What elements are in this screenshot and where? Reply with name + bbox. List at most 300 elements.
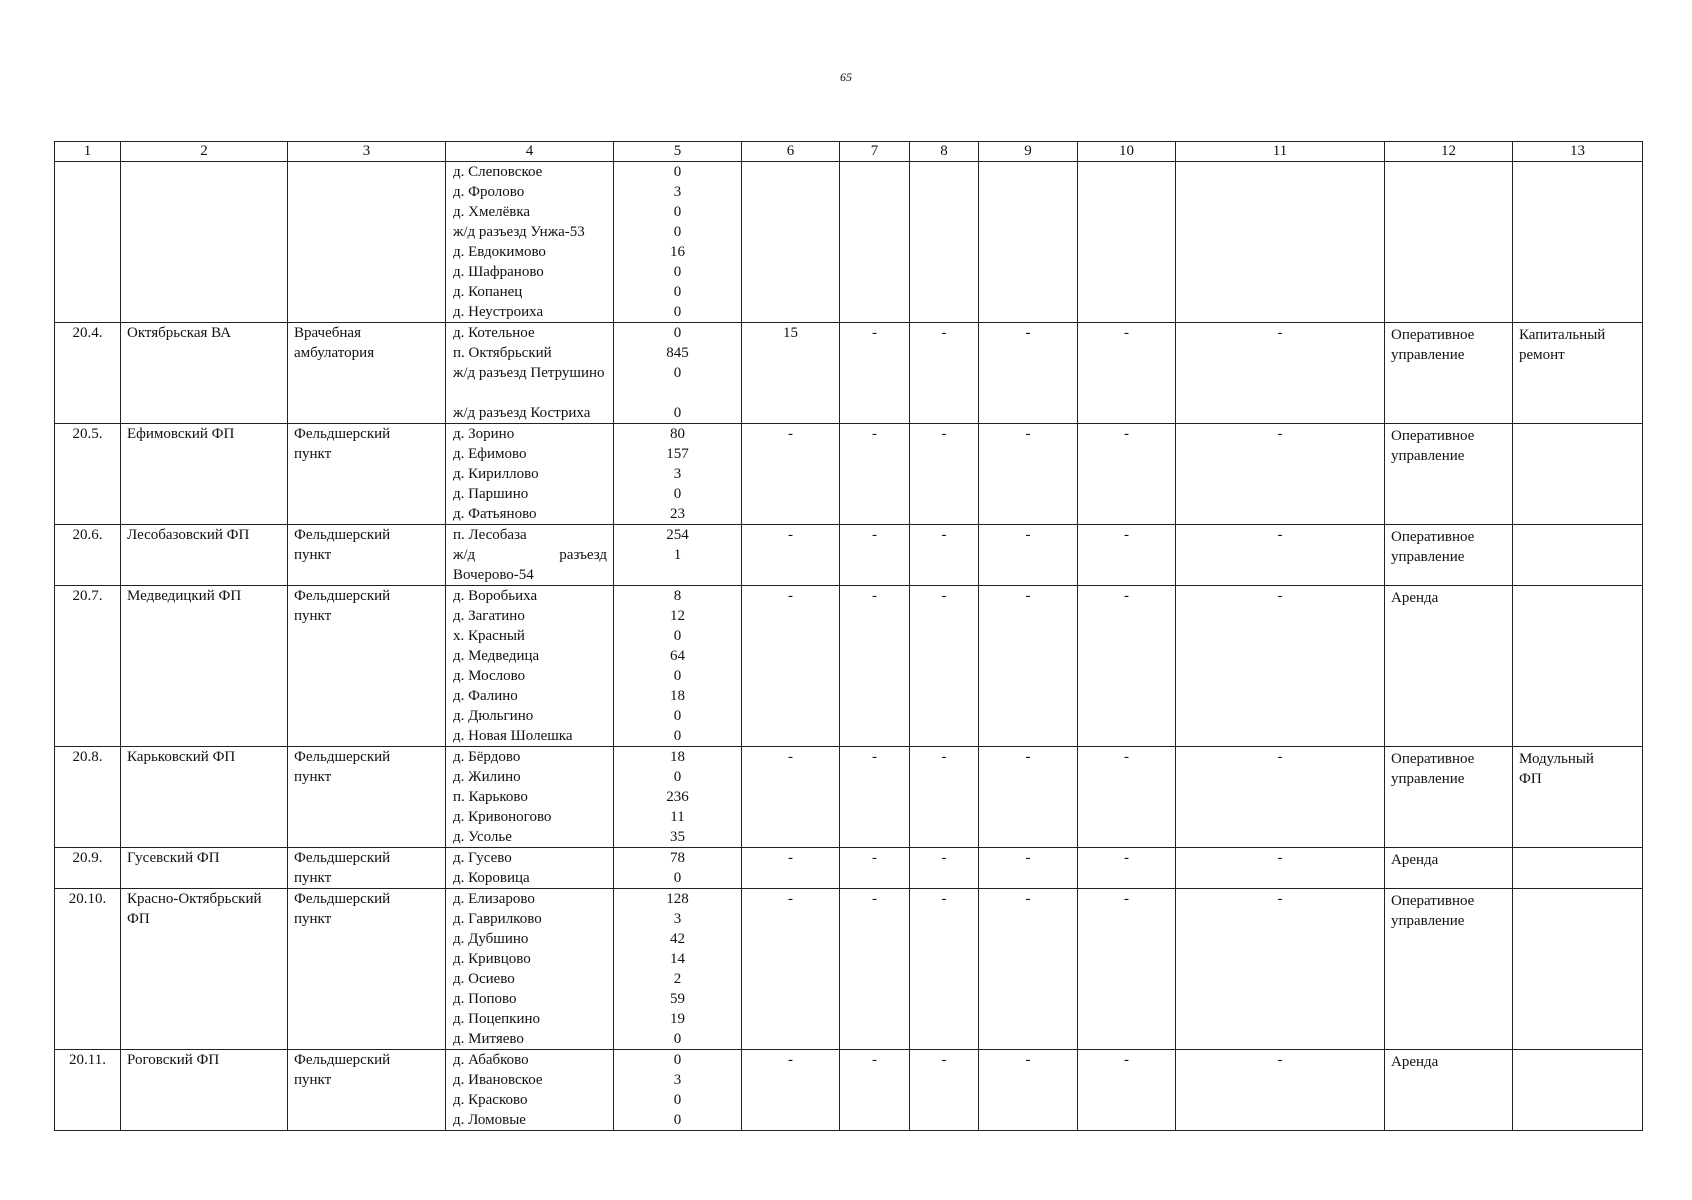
value-cell-c7 [840, 323, 910, 424]
population-cell [614, 747, 742, 848]
cell-line: 0 [673, 769, 682, 785]
facilities-table [54, 141, 1643, 1131]
cell-line: 236 [666, 789, 689, 805]
value-cell-c7 [840, 424, 910, 525]
row-number-cell [55, 162, 121, 323]
cell-line: 845 [666, 345, 689, 361]
table-row [55, 747, 1643, 848]
population-cell [614, 889, 742, 1050]
value-cell-c6 [742, 424, 840, 525]
cell-line: д. Абабково [453, 1052, 529, 1068]
action-cell [1513, 525, 1643, 586]
facility-name-cell [121, 848, 288, 889]
cell-line: - [1277, 588, 1283, 604]
population-cell [614, 586, 742, 747]
cell-line: ФП [127, 911, 150, 927]
facility-name-cell [121, 162, 288, 323]
cell-line: 16 [670, 244, 685, 260]
cell-line: д. Кириллово [453, 466, 539, 482]
col-header: 4 [446, 142, 614, 162]
cell-line: 12 [670, 608, 685, 624]
cell-line: - [872, 527, 877, 543]
value-cell-c6 [742, 525, 840, 586]
cell-line: д. Загатино [453, 608, 525, 624]
cell-line: 0 [673, 708, 682, 724]
cell-line: 0 [673, 325, 682, 341]
action-cell [1513, 889, 1643, 1050]
value-cell-c9 [979, 525, 1078, 586]
facility-name-cell [121, 747, 288, 848]
cell-line: д. Медведица [453, 648, 540, 664]
cell-line: д. Паршино [453, 486, 529, 502]
page-number: 65 [840, 70, 852, 84]
value-cell-c8 [910, 323, 979, 424]
value-cell-c10 [1078, 424, 1176, 525]
cell-line: - [788, 1052, 793, 1068]
cell-line: 128 [666, 891, 689, 907]
cell-line: - [872, 588, 877, 604]
cell-line: - [1124, 891, 1129, 907]
cell-line: 20.8. [72, 749, 103, 765]
cell-line: - [941, 588, 947, 604]
value-cell-c9 [979, 747, 1078, 848]
settlements-cell [446, 525, 614, 586]
cell-line: 0 [673, 224, 682, 240]
cell-line: 0 [673, 486, 682, 502]
cell-line: д. Коровица [453, 870, 530, 886]
cell-line: - [941, 749, 947, 765]
cell-line: Красно-Октябрьский [127, 891, 262, 907]
cell-line: - [1277, 1052, 1283, 1068]
cell-line: - [1277, 850, 1283, 866]
cell-line: управление [1391, 549, 1465, 565]
cell-line: 20.11. [69, 1052, 106, 1068]
cell-line: 157 [666, 446, 689, 462]
cell-line [614, 383, 741, 403]
ownership-cell [1385, 1050, 1513, 1131]
action-cell [1513, 162, 1643, 323]
table-row [55, 525, 1643, 586]
cell-line: 3 [673, 911, 682, 927]
cell-line: 0 [673, 405, 682, 421]
cell-line: - [941, 527, 947, 543]
cell-line: 20.4. [72, 325, 103, 341]
cell-line: д. Бёрдово [453, 749, 521, 765]
cell-line: Капитальный [1519, 327, 1606, 343]
cell-line: 35 [670, 829, 685, 845]
cell-line: - [1124, 325, 1129, 341]
value-cell-c10 [1078, 162, 1176, 323]
cell-line: 0 [673, 668, 682, 684]
value-cell-c11 [1176, 747, 1385, 848]
cell-line: - [941, 426, 947, 442]
cell-line: д. Митяево [453, 1031, 524, 1047]
value-cell-c11 [1176, 889, 1385, 1050]
cell-line: д. Новая Шолешка [453, 728, 573, 744]
value-cell-c6 [742, 162, 840, 323]
cell-line: 2 [673, 971, 682, 987]
table-row [55, 323, 1643, 424]
row-number-cell [55, 1050, 121, 1131]
cell-line: Врачебная [294, 325, 361, 341]
cell-line: д. Красково [453, 1092, 528, 1108]
value-cell-c11 [1176, 323, 1385, 424]
facility-name-cell [121, 323, 288, 424]
ownership-cell [1385, 889, 1513, 1050]
value-cell-c6 [742, 889, 840, 1050]
cell-line: Фельдшерский [294, 527, 391, 543]
value-cell-c6 [742, 586, 840, 747]
col-header: 5 [614, 142, 742, 162]
cell-line: - [941, 325, 947, 341]
action-cell [1513, 747, 1643, 848]
ownership-cell [1385, 323, 1513, 424]
value-cell-c11 [1176, 525, 1385, 586]
value-cell-c6 [742, 1050, 840, 1131]
cell-line: 59 [670, 991, 685, 1007]
value-cell-c9 [979, 586, 1078, 747]
value-cell-c10 [1078, 525, 1176, 586]
cell-line: - [1277, 325, 1283, 341]
cell-line: 18 [670, 749, 685, 765]
facility-type-cell [288, 323, 446, 424]
value-cell-c8 [910, 747, 979, 848]
cell-line: п. Лесобаза [453, 527, 527, 543]
value-cell-c8 [910, 889, 979, 1050]
cell-line: - [1277, 426, 1283, 442]
value-cell-c10 [1078, 889, 1176, 1050]
cell-line: - [872, 325, 877, 341]
cell-line: Оперативное [1391, 893, 1475, 909]
col-header: 11 [1176, 142, 1385, 162]
action-cell [1513, 848, 1643, 889]
cell-line: д. Поцепкино [453, 1011, 541, 1027]
value-cell-c8 [910, 525, 979, 586]
facility-type-cell [288, 747, 446, 848]
cell-line: д. Копанец [453, 284, 523, 300]
cell-line: - [941, 1052, 947, 1068]
settlements-cell [446, 586, 614, 747]
cell-line: 80 [670, 426, 685, 442]
row-number-cell [55, 424, 121, 525]
settlements-cell [446, 848, 614, 889]
col-header: 10 [1078, 142, 1176, 162]
row-number-cell [55, 747, 121, 848]
cell-line: управление [1391, 347, 1465, 363]
table-row [55, 586, 1643, 747]
cell-line: пункт [294, 870, 332, 886]
facility-type-cell [288, 162, 446, 323]
cell-line: - [788, 891, 793, 907]
cell-line: - [1277, 749, 1283, 765]
cell-line: Фельдшерский [294, 850, 391, 866]
settlements-cell [446, 1050, 614, 1131]
table-row [55, 1050, 1643, 1131]
cell-line: Аренда [1391, 852, 1439, 868]
cell-line: 18 [670, 688, 685, 704]
col-header: 6 [742, 142, 840, 162]
population-cell [614, 1050, 742, 1131]
cell-line: Лесобазовский ФП [127, 527, 250, 543]
cell-line: 20.10. [68, 891, 107, 907]
facility-name-cell [121, 424, 288, 525]
cell-line: Фельдшерский [294, 1052, 391, 1068]
cell-line: Фельдшерский [294, 588, 391, 604]
cell-line: 20.6. [72, 527, 103, 543]
cell-line: - [1124, 850, 1129, 866]
cell-line: - [872, 426, 877, 442]
cell-line: х. Красный [453, 628, 525, 644]
cell-line: - [1277, 527, 1283, 543]
value-cell-c7 [840, 525, 910, 586]
cell-line [55, 162, 120, 182]
settlement-entry: ж/д разъезд Вочерово-54 [453, 547, 607, 583]
cell-line: 15 [783, 325, 798, 341]
action-cell [1513, 323, 1643, 424]
facility-name-cell [121, 525, 288, 586]
facility-type-cell [288, 424, 446, 525]
row-number-cell [55, 586, 121, 747]
cell-line: 3 [673, 466, 682, 482]
cell-line: - [1025, 749, 1031, 765]
value-cell-c8 [910, 848, 979, 889]
cell-line: Фельдшерский [294, 426, 391, 442]
cell-line: - [788, 850, 793, 866]
value-cell-c6 [742, 747, 840, 848]
value-cell-c6 [742, 848, 840, 889]
cell-line: - [1025, 325, 1031, 341]
value-cell-c10 [1078, 848, 1176, 889]
action-cell [1513, 1050, 1643, 1131]
cell-line: - [788, 588, 793, 604]
value-cell-c9 [979, 889, 1078, 1050]
row-number-cell [55, 525, 121, 586]
cell-line: Роговский ФП [127, 1052, 220, 1068]
settlements-cell [446, 747, 614, 848]
cell-line: 20.5. [72, 426, 103, 442]
cell-line: Аренда [1391, 590, 1439, 606]
cell-line: 0 [673, 164, 682, 180]
cell-line: д. Осиево [453, 971, 515, 987]
cell-line: пункт [294, 769, 332, 785]
cell-line: д. Гаврилково [453, 911, 542, 927]
cell-line: пункт [294, 608, 332, 624]
value-cell-c8 [910, 1050, 979, 1131]
value-cell-c10 [1078, 323, 1176, 424]
table-body [55, 162, 1643, 1131]
cell-line: Оперативное [1391, 529, 1475, 545]
cell-line: 3 [673, 184, 682, 200]
cell-line: - [1025, 850, 1031, 866]
cell-line: 0 [673, 728, 682, 744]
cell-line: 0 [673, 1112, 682, 1128]
cell-line: ж/д разъезд Унжа-53 [453, 224, 585, 240]
value-cell-c10 [1078, 1050, 1176, 1131]
cell-line: управление [1391, 913, 1465, 929]
cell-line: Фельдшерский [294, 891, 391, 907]
cell-line: д. Неустроиха [453, 304, 544, 320]
value-cell-c10 [1078, 747, 1176, 848]
cell-line: 20.9. [72, 850, 103, 866]
table-row [55, 848, 1643, 889]
cell-line: д. Кривцово [453, 951, 531, 967]
cell-line: Фельдшерский [294, 749, 391, 765]
value-cell-c8 [910, 586, 979, 747]
settlements-cell [446, 424, 614, 525]
cell-line: д. Елизарово [453, 891, 535, 907]
cell-line: 78 [670, 850, 685, 866]
ownership-cell [1385, 162, 1513, 323]
value-cell-c9 [979, 424, 1078, 525]
cell-line: Карьковский ФП [127, 749, 236, 765]
cell-line: 42 [670, 931, 685, 947]
cell-line: Гусевский ФП [127, 850, 220, 866]
settlements-cell [446, 889, 614, 1050]
cell-line: 0 [673, 204, 682, 220]
population-cell [614, 424, 742, 525]
cell-line: управление [1391, 448, 1465, 464]
facility-type-cell [288, 889, 446, 1050]
value-cell-c7 [840, 747, 910, 848]
cell-line: д. Гусево [453, 850, 512, 866]
table-row [55, 424, 1643, 525]
settlement-entry: ж/д разъезд Петрушино [453, 365, 605, 381]
col-header: 2 [121, 142, 288, 162]
cell-line: 8 [673, 588, 682, 604]
cell-line: - [1124, 1052, 1129, 1068]
cell-line: д. Дюльгино [453, 708, 534, 724]
cell-line: 0 [673, 628, 682, 644]
value-cell-c11 [1176, 848, 1385, 889]
value-cell-c11 [1176, 162, 1385, 323]
facility-name-cell [121, 889, 288, 1050]
cell-line: - [788, 426, 793, 442]
cell-line: пункт [294, 1072, 332, 1088]
value-cell-c7 [840, 586, 910, 747]
cell-line: ж/д разъезд Костриха [453, 405, 591, 421]
cell-line: - [1025, 588, 1031, 604]
cell-line: д. Мослово [453, 668, 526, 684]
value-cell-c9 [979, 323, 1078, 424]
cell-line: д. Фролово [453, 184, 525, 200]
cell-line: д. Попово [453, 991, 517, 1007]
cell-line: п. Карьково [453, 789, 528, 805]
cell-line: пункт [294, 446, 332, 462]
value-cell-c7 [840, 848, 910, 889]
row-number-cell [55, 323, 121, 424]
cell-line: Модульный [1519, 751, 1594, 767]
cell-line: 19 [670, 1011, 685, 1027]
cell-line: д. Ломовые [453, 1112, 526, 1128]
cell-line: д. Воробьиха [453, 588, 538, 604]
cell-line: д. Усолье [453, 829, 512, 845]
cell-line: - [1124, 527, 1129, 543]
cell-line: д. Кривоногово [453, 809, 552, 825]
ownership-cell [1385, 586, 1513, 747]
cell-line: д. Котельное [453, 325, 535, 341]
value-cell-c9 [979, 848, 1078, 889]
cell-line: Оперативное [1391, 327, 1475, 343]
cell-line: 0 [673, 1092, 682, 1108]
cell-line: 0 [673, 284, 682, 300]
cell-line: управление [1391, 771, 1465, 787]
cell-line: Оперативное [1391, 428, 1475, 444]
cell-line: - [872, 1052, 877, 1068]
cell-line: 20.7. [72, 588, 103, 604]
column-number-row [55, 142, 1643, 162]
value-cell-c6 [742, 323, 840, 424]
col-header: 7 [840, 142, 910, 162]
cell-line: 14 [670, 951, 685, 967]
cell-line: 23 [670, 506, 685, 522]
facility-type-cell [288, 848, 446, 889]
facility-type-cell [288, 1050, 446, 1131]
col-header: 8 [910, 142, 979, 162]
cell-line: - [1124, 749, 1129, 765]
col-header: 1 [55, 142, 121, 162]
cell-line: - [941, 891, 947, 907]
cell-line: 0 [673, 264, 682, 280]
col-header: 13 [1513, 142, 1643, 162]
value-cell-c8 [910, 162, 979, 323]
cell-line: д. Жилино [453, 769, 521, 785]
cell-line: 11 [670, 809, 685, 825]
value-cell-c7 [840, 1050, 910, 1131]
col-header: 3 [288, 142, 446, 162]
cell-line: д. Хмелёвка [453, 204, 531, 220]
cell-line: Ефимовский ФП [127, 426, 235, 442]
cell-line: Октябрьская ВА [127, 325, 232, 341]
cell-line: - [872, 891, 877, 907]
population-cell [614, 323, 742, 424]
cell-line: 0 [673, 365, 682, 381]
cell-line: п. Октябрьский [453, 345, 552, 361]
cell-line: 0 [673, 1031, 682, 1047]
cell-line: - [1025, 891, 1031, 907]
cell-line: пункт [294, 547, 332, 563]
cell-line: д. Шафраново [453, 264, 544, 280]
cell-line: - [1124, 588, 1129, 604]
population-cell [614, 525, 742, 586]
action-cell [1513, 586, 1643, 747]
settlements-cell [446, 162, 614, 323]
cell-line: - [872, 749, 877, 765]
cell-line: - [1277, 891, 1283, 907]
row-number-cell [55, 848, 121, 889]
facility-type-cell [288, 525, 446, 586]
value-cell-c10 [1078, 586, 1176, 747]
table-row [55, 162, 1643, 323]
cell-line: - [941, 850, 947, 866]
cell-line: д. Ивановское [453, 1072, 543, 1088]
cell-line: - [788, 749, 793, 765]
ownership-cell [1385, 525, 1513, 586]
cell-line: 0 [673, 870, 682, 886]
cell-line: 64 [670, 648, 685, 664]
cell-line: д. Зорино [453, 426, 515, 442]
cell-line: 1 [673, 547, 682, 563]
value-cell-c11 [1176, 424, 1385, 525]
settlements-cell [446, 323, 614, 424]
value-cell-c9 [979, 1050, 1078, 1131]
col-header: 12 [1385, 142, 1513, 162]
cell-line: ремонт [1519, 347, 1565, 363]
table-row [55, 889, 1643, 1050]
cell-line: 254 [666, 527, 689, 543]
cell-line: амбулатория [294, 345, 375, 361]
population-cell [614, 162, 742, 323]
value-cell-c7 [840, 162, 910, 323]
